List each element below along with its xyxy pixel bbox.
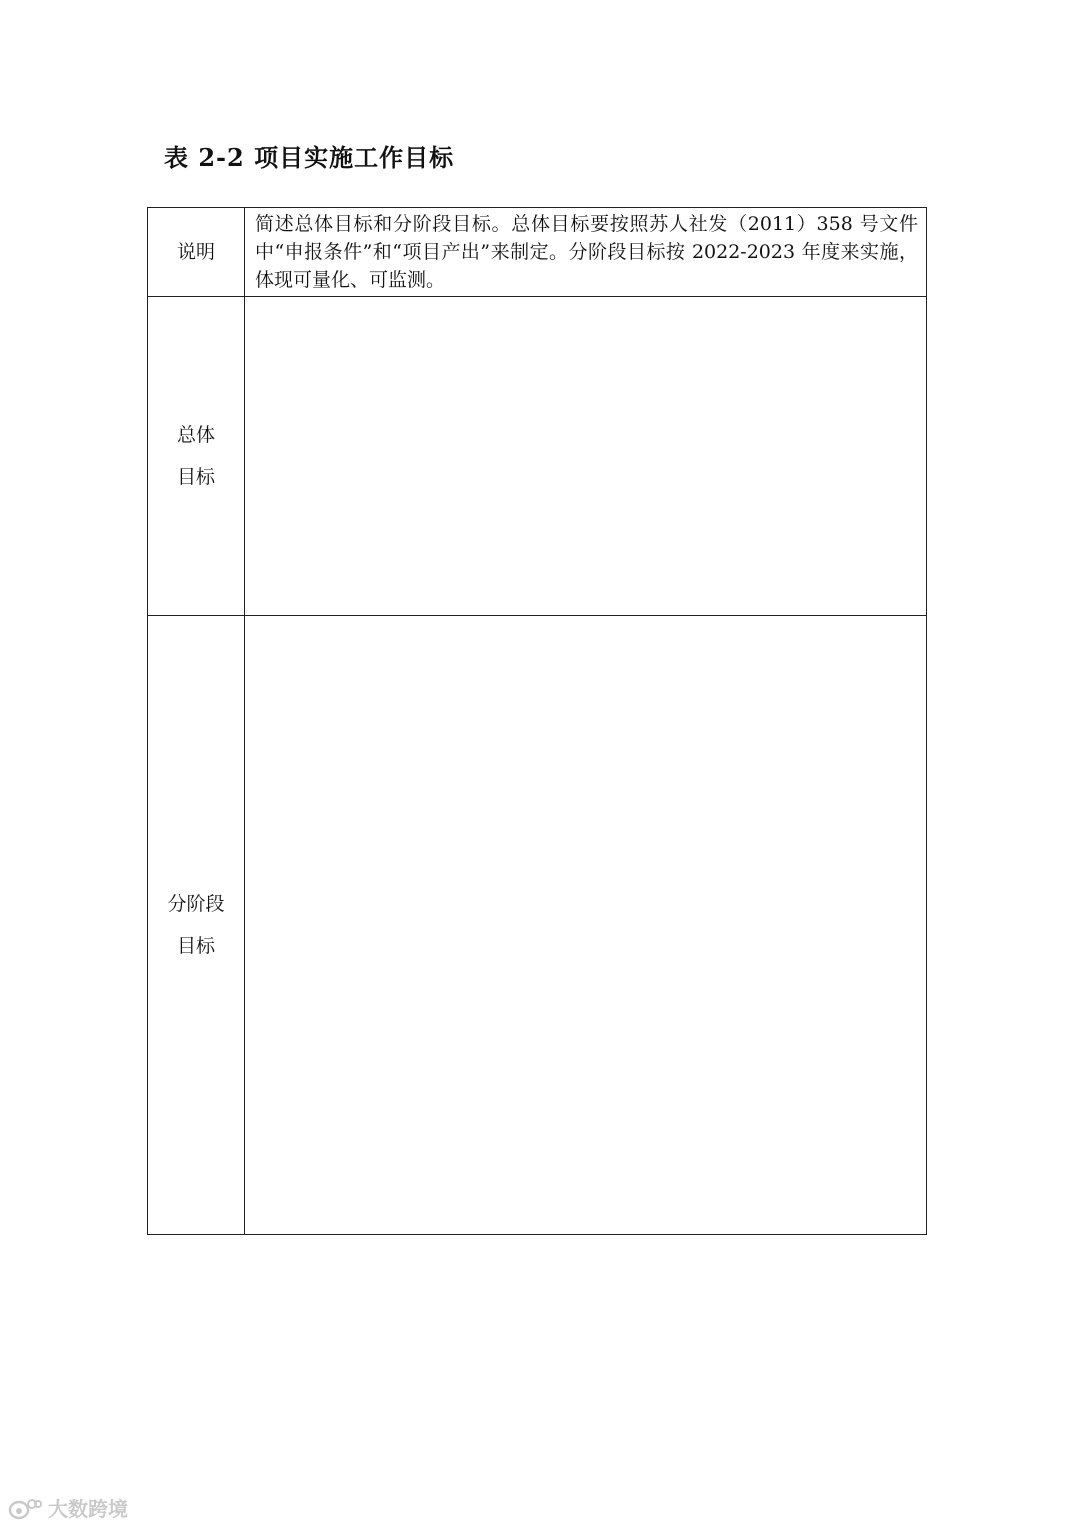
row-label-line: 分阶段 bbox=[167, 893, 225, 915]
weibo-logo-icon bbox=[8, 1495, 42, 1521]
row-label-phase-goal bbox=[148, 616, 245, 1235]
row-label-description bbox=[148, 208, 245, 297]
table-row bbox=[148, 616, 927, 1235]
row-label-line: 说明 bbox=[176, 241, 215, 263]
table-row bbox=[148, 208, 927, 297]
table-row bbox=[148, 297, 927, 616]
goal-table bbox=[147, 207, 927, 1235]
row-label-line: 目标 bbox=[176, 935, 215, 957]
overall-goal-content[interactable] bbox=[245, 297, 927, 616]
page-title: 表 2-2 项目实施工作目标 bbox=[164, 143, 455, 172]
watermark-text: 大数跨境 bbox=[48, 1497, 128, 1521]
description-text: 简述总体目标和分阶段目标。总体目标要按照苏人社发（2011）358 号文件中“申报条件”和“项目产出”来制定。分阶段目标按 2022-2023 年度来实施，体现可量化、可监测。 bbox=[245, 208, 927, 297]
row-label-line: 目标 bbox=[176, 466, 215, 488]
row-label-overall-goal bbox=[148, 297, 245, 616]
row-label-line: 总体 bbox=[176, 424, 215, 446]
phase-goal-content[interactable] bbox=[245, 616, 927, 1235]
watermark bbox=[8, 1493, 128, 1522]
